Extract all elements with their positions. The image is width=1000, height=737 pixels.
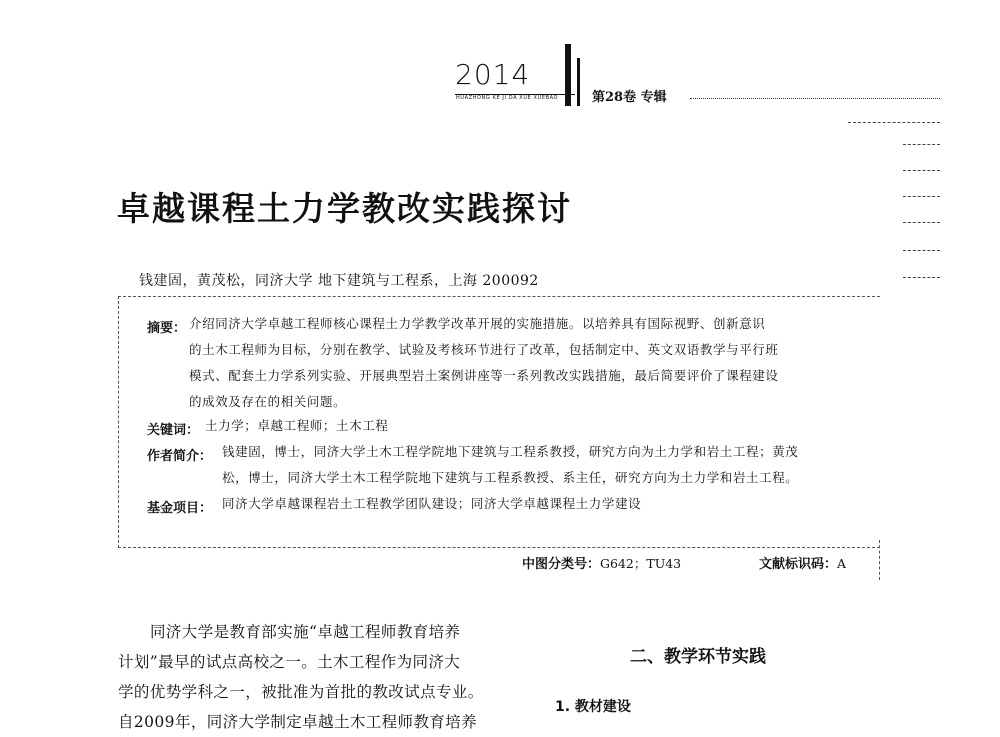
keywords-label: 关键词： xyxy=(147,423,200,438)
abstract-box-bottom xyxy=(118,547,880,548)
side-dash xyxy=(903,196,940,197)
fund-text: 同济大学卓越课程岩土工程教学团队建设；同济大学卓越课程土力学建设 xyxy=(222,496,642,511)
volume-label: 第28卷 专辑 xyxy=(592,90,667,105)
author-intro-line: 松，博士，同济大学土木工程学院地下建筑与工程系教授、系主任，研究方向为土力学和岩土工程。 xyxy=(222,470,799,485)
header-dotted-rule xyxy=(690,98,940,99)
side-dash xyxy=(903,250,940,251)
header-thick-bar xyxy=(565,44,571,106)
body-line: 学的优势学科之一，被批准为首批的教改试点专业。 xyxy=(118,683,484,701)
journal-logo-subtitle: HUAZHONG KE JI DA XUE XUEBAO xyxy=(456,95,559,101)
author-intro-line: 钱建固，博士，同济大学土木工程学院地下建筑与工程系教授，研究方向为土力学和岩土工程；黄茂 xyxy=(222,444,799,459)
abstract-line: 模式、配套土力学系列实验、开展典型岩土案例讲座等一系列教改实践措施，最后简要评价了课程建设 xyxy=(189,368,779,383)
header-thin-bar xyxy=(577,58,580,106)
subsection-heading: 1. 教材建设 xyxy=(555,699,631,715)
body-line: 计划”最早的试点高校之一。土木工程作为同济大 xyxy=(118,653,461,671)
document-code-value: A xyxy=(837,556,847,571)
author-intro-label: 作者简介： xyxy=(147,449,213,464)
side-dash xyxy=(903,144,940,145)
body-line: 自2009年，同济大学制定卓越土木工程师教育培养 xyxy=(118,713,478,731)
keywords-text: 土力学；卓越工程师；土木工程 xyxy=(205,418,389,433)
fund-label: 基金项目： xyxy=(147,501,213,516)
article-title: 卓越课程土力学教改实践探讨 xyxy=(117,189,572,228)
side-dash xyxy=(903,170,940,171)
document-code xyxy=(759,553,846,572)
body-paragraph xyxy=(118,617,498,737)
abstract-line: 的成效及存在的相关问题。 xyxy=(189,394,347,409)
abstract-line: 介绍同济大学卓越工程师核心课程土力学教学改革开展的实施措施。以培养具有国际视野、创新意识 xyxy=(189,316,766,331)
side-dash-long xyxy=(848,122,940,123)
document-code-label: 文献标识码： xyxy=(759,557,838,572)
article-authors: 钱建固，黄茂松，同济大学 地下建筑与工程系，上海 200092 xyxy=(139,273,539,289)
author-intro-text xyxy=(222,439,798,491)
abstract-text xyxy=(189,311,779,415)
section-heading: 二、教学环节实践 xyxy=(630,647,766,667)
body-line: 同济大学是教育部实施“卓越工程师教育培养 xyxy=(150,623,461,641)
abstract-label: 摘要： xyxy=(147,321,187,336)
abstract-line: 的土木工程师为目标，分别在教学、试验及考核环节进行了改革，包括制定中、英文双语教学与平行班 xyxy=(189,342,779,357)
journal-year-logo: 2014 xyxy=(455,58,531,91)
abstract-box-left xyxy=(118,296,119,548)
classification xyxy=(522,553,681,572)
side-dash xyxy=(903,277,940,278)
abstract-box-top xyxy=(118,296,880,297)
classification-label: 中图分类号： xyxy=(522,557,601,572)
abstract-box-right xyxy=(879,540,880,580)
classification-value: G642；TU43 xyxy=(600,556,682,571)
side-dash xyxy=(903,222,940,223)
